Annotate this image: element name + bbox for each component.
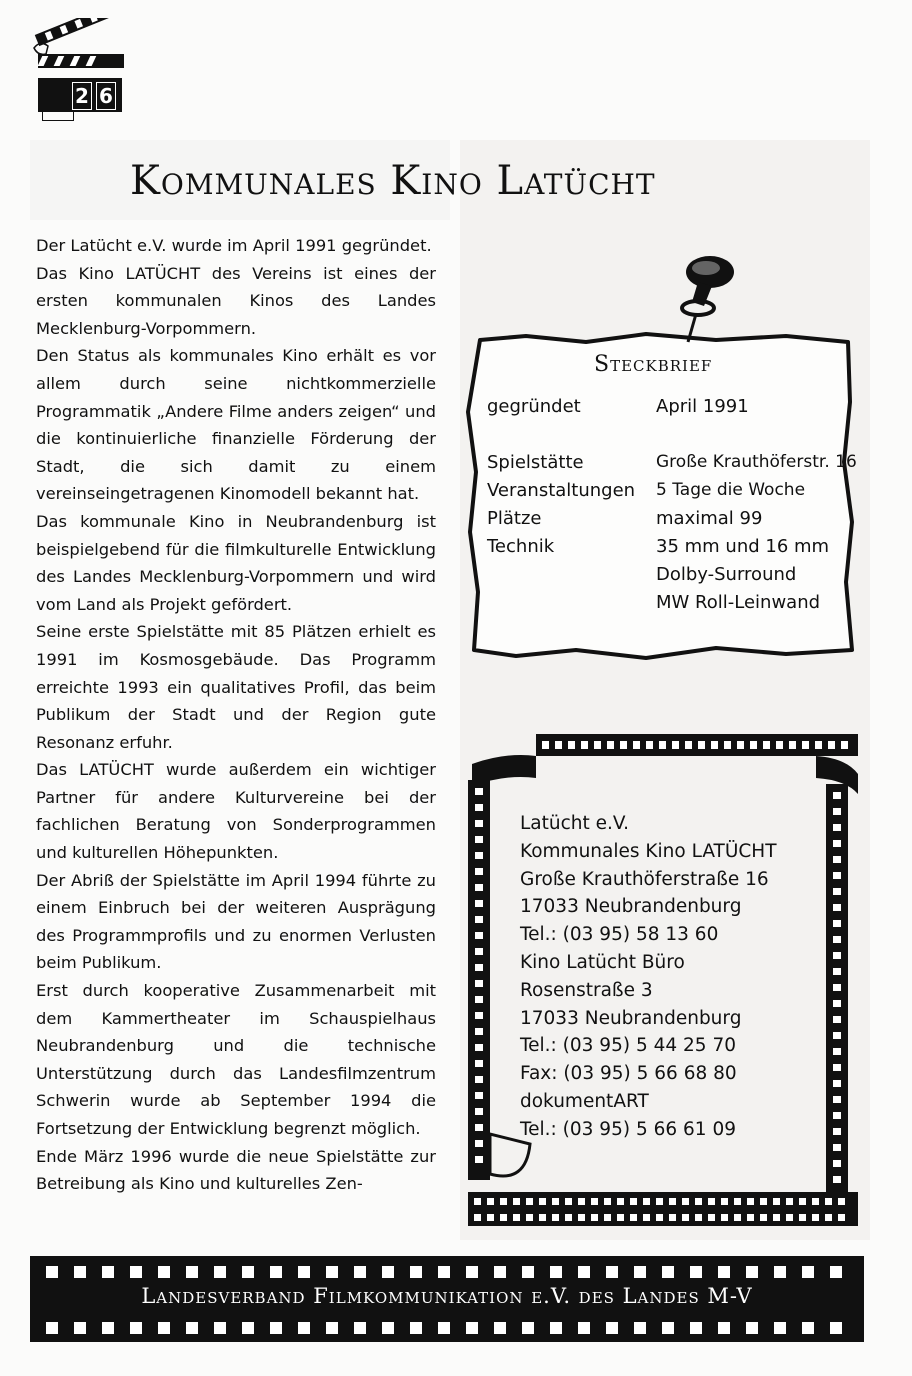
steckbrief-label: Plätze (487, 508, 542, 529)
contact-line: Kommunales Kino LATÜCHT (520, 840, 777, 862)
contact-block (520, 810, 777, 1144)
body-paragraph: Das kommunale Kino in Neubrandenburg ist beispielgebend für die filmkulturelle Entwicklung des Landes Mecklenburg-Vorpommern und wird vom Land als Projekt gefördert. (36, 511, 436, 614)
contact-line: Latücht e.V. (520, 813, 630, 834)
contact-line: Große Krauthöferstraße 16 (520, 868, 769, 890)
body-paragraph: Ende März 1996 wurde die neue Spielstätte zur Betreibung als Kino und kulturelles Zen- (36, 1146, 436, 1194)
steckbrief-value: April 1991 (656, 396, 749, 417)
steckbrief-value: 5 Tage die Woche (656, 480, 806, 500)
body-paragraph: Der Latücht e.V. wurde im April 1991 gegründet. (36, 236, 432, 255)
body-paragraph: Den Status als kommunales Kino erhält es vor allem durch seine nichtkommerzielle Programmatik „Andere Filme anders zeigen“ und die kontinuierliche finanzielle Förderung der Stadt, die sich damit zu einem vereinseingetragenen Kinomodell bekannt hat. (36, 346, 436, 504)
contact-line: 17033 Neubrandenburg (520, 896, 742, 918)
steckbrief-label: Veranstaltungen (487, 480, 636, 501)
page-number (38, 78, 122, 118)
body-paragraph: Das LATÜCHT wurde außerdem ein wichtiger Partner für andere Kulturvereine bei der fachlichen Beratung von Sonderprogrammen und kulturellen Höhepunkten. (36, 760, 436, 863)
footer-banner (30, 1256, 864, 1342)
steckbrief-title: Steckbrief (594, 352, 713, 377)
body-paragraph: Der Abriß der Spielstätte im April 1994 führte zu einem Einbruch bei der weiteren Ausprägung des Programmprofils und zu enormen Verlusten beim Publikum. (36, 870, 436, 973)
steckbrief-value: Große Krauthöferstr. 16 (656, 452, 857, 472)
contact-line: Tel.: (03 95) 58 13 60 (520, 924, 719, 946)
pushpin-icon (668, 250, 738, 349)
steckbrief-value: 35 mm und 16 mm (656, 536, 830, 557)
contact-line: dokumentART (520, 1090, 649, 1112)
film-perforation (38, 1320, 858, 1334)
steckbrief-value: MW Roll-Leinwand (656, 592, 821, 613)
steckbrief-label: Technik (487, 536, 555, 557)
steckbrief-label: Spielstätte (487, 452, 584, 473)
contact-line: Tel.: (03 95) 5 44 25 70 (520, 1035, 736, 1057)
contact-line: Rosenstraße 3 (520, 979, 653, 1001)
contact-line: 17033 Neubrandenburg (520, 1007, 742, 1029)
footer-title: Landesverband Filmkommunikation e.V. des Landes M-V (141, 1284, 753, 1308)
body-paragraph: Das Kino LATÜCHT des Vereins ist eines der ersten kommunalen Kinos des Landes Mecklenburg-Vorpommern. (36, 263, 436, 338)
article-body (36, 232, 436, 1198)
contact-line: Fax: (03 95) 5 66 68 80 (520, 1063, 737, 1085)
contact-line: Tel.: (03 95) 5 66 61 09 (520, 1118, 736, 1140)
steckbrief-value: Dolby-Surround (656, 564, 797, 585)
steckbrief-label: gegründet (487, 396, 581, 417)
page-number-digit: 2 (72, 82, 92, 110)
clapperboard-icon (30, 18, 130, 86)
body-paragraph: Seine erste Spielstätte mit 85 Plätzen erhielt es 1991 im Kosmosgebäude. Das Programm erreichte 1993 ein qualitatives Profil, das beim Publikum der Stadt und der Region gute Resonanz erfuhr. (36, 622, 436, 752)
film-perforation (38, 1264, 858, 1278)
steckbrief-value: maximal 99 (656, 508, 763, 529)
page-number-digit: 6 (96, 82, 116, 110)
body-paragraph: Erst durch kooperative Zusammenarbeit mit dem Kammertheater im Schauspielhaus Neubrandenburg und die technische Unterstützung durch das Landesfilmzentrum Schwerin wurde ab September 1994 die Fortsetzung der Entwicklung begrenzt möglich. (36, 981, 436, 1138)
contact-line: Kino Latücht Büro (520, 951, 685, 973)
page-title: Kommunales Kino Latücht (130, 158, 656, 204)
